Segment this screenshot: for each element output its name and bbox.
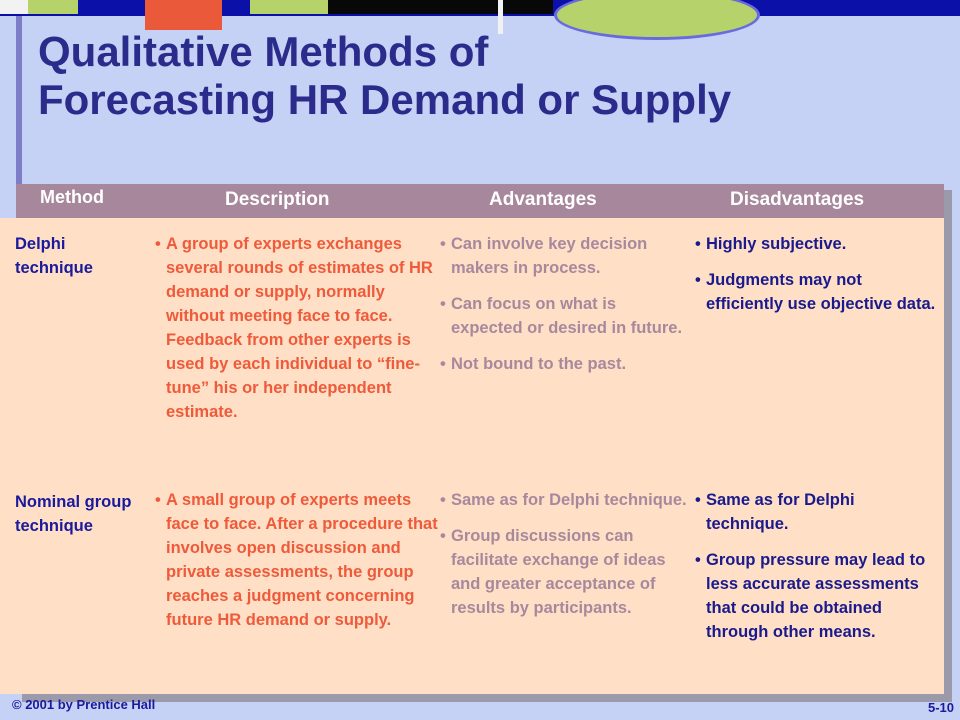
disadvantage-item: • Judgments may not efficiently use objective data. — [695, 268, 940, 316]
description-text: • A small group of experts meets face to face. After a procedure that involves open discussion and private assessments, the group reaches a judgment concerning future HR demand or supply. — [155, 488, 440, 632]
disadvantage-item: • Highly subjective. — [695, 232, 940, 256]
decor-block — [503, 0, 553, 14]
slide-title: Qualitative Methods of Forecasting HR Demand or Supply — [38, 28, 732, 123]
header-description: Description — [225, 189, 330, 210]
table-header — [16, 184, 944, 218]
page-number: 5-10 — [927, 700, 954, 715]
advantage-item: • Can focus on what is expected or desired in future. — [440, 292, 690, 340]
decor-block — [250, 0, 328, 14]
description-cell — [155, 232, 440, 424]
advantages-cell — [440, 488, 690, 620]
method-cell: Nominal group technique — [15, 493, 132, 535]
advantage-item: • Can involve key decision makers in process. — [440, 232, 690, 280]
header-method: Method — [40, 187, 104, 207]
advantage-item: • Group discussions can facilitate exchange of ideas and greater acceptance of results by participants. — [440, 524, 690, 620]
decor-block — [328, 0, 498, 14]
description-text: • A group of experts exchanges several rounds of estimates of HR demand or supply, normally without meeting face to face. Feedback from other experts is used by each individual to “fine-tune” his or her independent estimate. — [155, 232, 440, 424]
advantage-item: • Same as for Delphi technique. — [440, 488, 690, 512]
disadvantage-item: • Same as for Delphi technique. — [695, 488, 940, 536]
method-cell: Delphi technique — [15, 235, 93, 277]
table-body — [0, 218, 944, 694]
copyright-text: © 2001 by Prentice Hall — [12, 697, 156, 712]
decor-block — [145, 0, 222, 30]
advantage-item: • Not bound to the past. — [440, 352, 690, 376]
advantages-cell — [440, 232, 690, 376]
decor-left-bar — [16, 16, 22, 191]
decor-block — [0, 0, 28, 14]
disadvantages-cell — [695, 488, 940, 644]
header-disadvantages: Disadvantages — [730, 189, 865, 210]
decor-block — [28, 0, 78, 14]
disadvantages-cell — [695, 232, 940, 316]
description-cell — [155, 488, 440, 632]
disadvantage-item: • Group pressure may lead to less accurate assessments that could be obtained through other means. — [695, 548, 940, 644]
header-advantages: Advantages — [489, 189, 597, 210]
